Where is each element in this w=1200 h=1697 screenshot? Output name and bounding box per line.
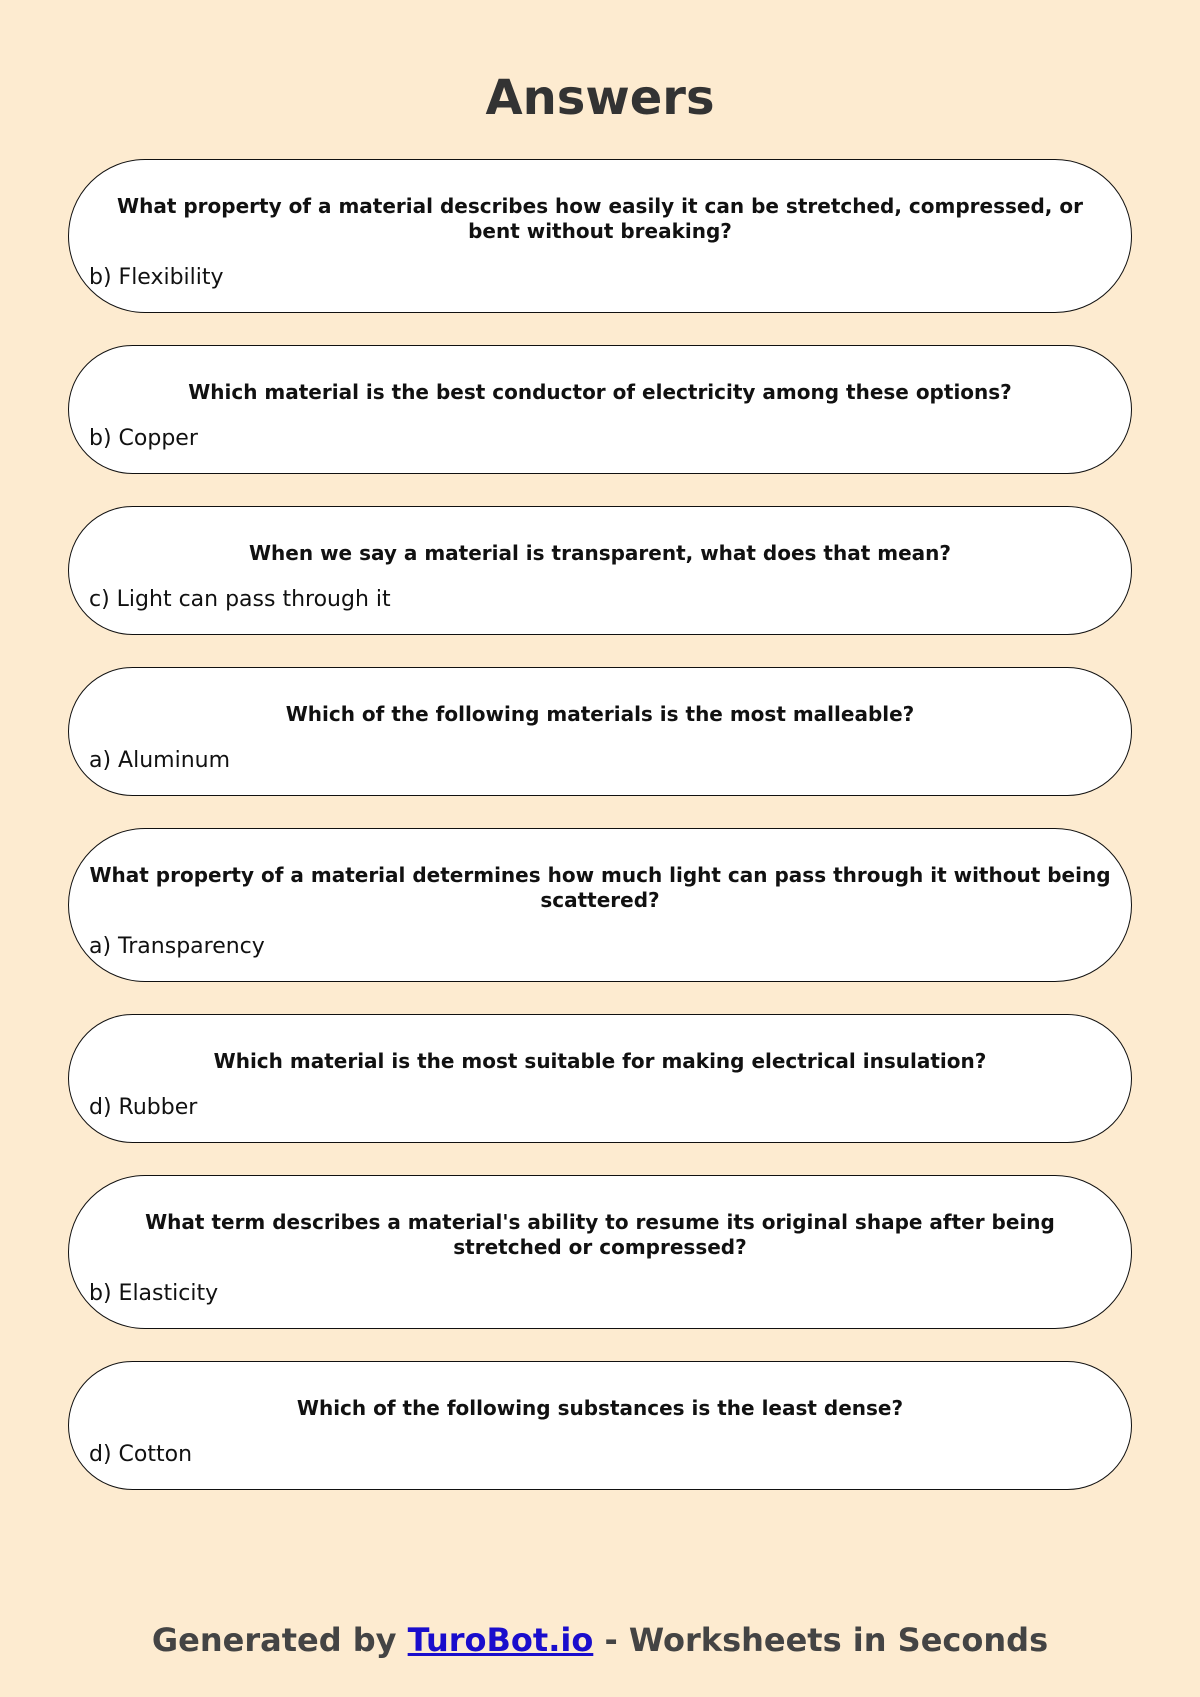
turobot-link[interactable]: TuroBot.io: [407, 1621, 594, 1659]
answer-text: a) Transparency: [89, 934, 265, 959]
footer: [0, 1620, 1200, 1660]
page-title: Answers: [485, 70, 715, 126]
footer-suffix: - Worksheets in Seconds: [593, 1621, 1049, 1659]
question-text: What property of a material describes how easily it can be stretched, compressed, or bent without breaking?: [117, 194, 1083, 243]
answer-text: b) Copper: [89, 426, 198, 451]
answer-card: [68, 1014, 1132, 1143]
question-text: Which of the following substances is the least dense?: [296, 1396, 904, 1420]
answer-text: a) Aluminum: [89, 748, 231, 773]
question-text: Which material is the best conductor of electricity among these options?: [188, 380, 1012, 404]
question-text: Which material is the most suitable for making electrical insulation?: [213, 1049, 987, 1073]
answer-card: [68, 828, 1132, 982]
answer-text: d) Cotton: [89, 1442, 193, 1467]
question-text: What property of a material determines how much light can pass through it without being scattered?: [89, 863, 1111, 912]
answer-card: [68, 506, 1132, 635]
answer-card: [68, 345, 1132, 474]
answer-text: b) Elasticity: [89, 1281, 219, 1306]
question-text: Which of the following materials is the most malleable?: [285, 702, 915, 726]
answer-text: b) Flexibility: [89, 265, 224, 290]
answer-text: d) Rubber: [89, 1095, 198, 1120]
answer-list: [68, 159, 1132, 1522]
question-text: What term describes a material's ability to resume its original shape after being stretched or compressed?: [145, 1210, 1055, 1259]
answer-card: [68, 1361, 1132, 1490]
answer-card: [68, 667, 1132, 796]
answer-text: c) Light can pass through it: [89, 587, 391, 612]
question-text: When we say a material is transparent, what does that mean?: [249, 541, 951, 565]
footer-prefix: Generated by: [151, 1621, 408, 1659]
answer-card: [68, 159, 1132, 313]
answer-card: [68, 1175, 1132, 1329]
